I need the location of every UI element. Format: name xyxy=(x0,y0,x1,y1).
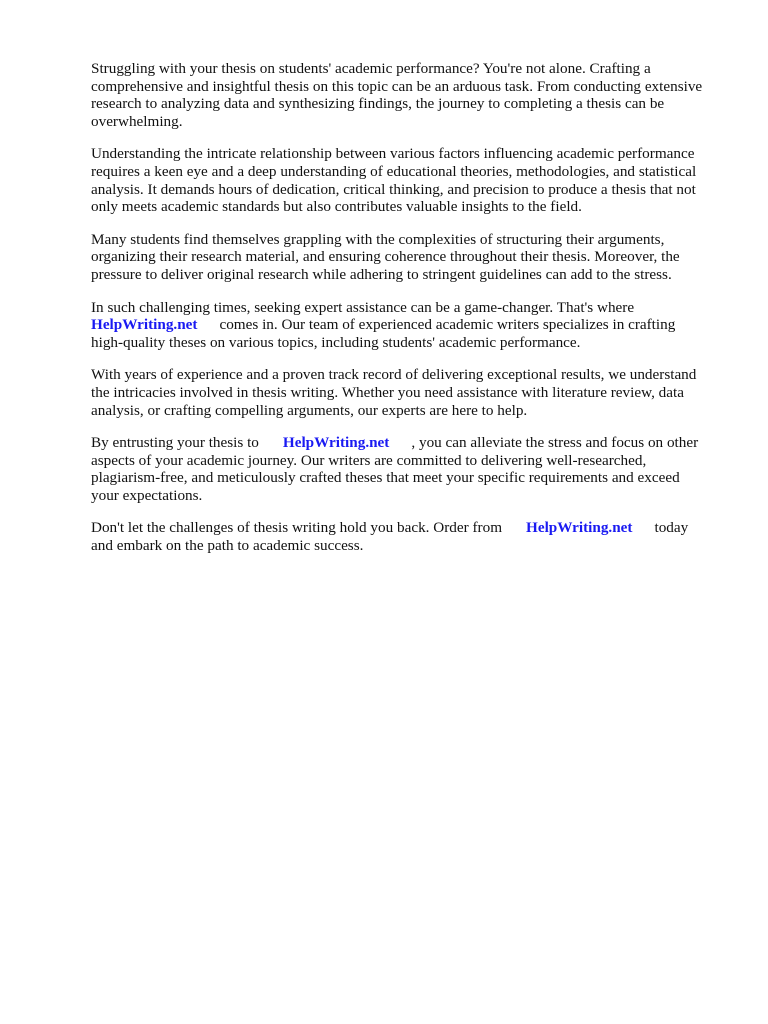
paragraph-call-to-action xyxy=(91,519,721,554)
text-line: overwhelming. xyxy=(91,112,183,130)
text-line xyxy=(91,316,721,334)
text-line: requires a keen eye and a deep understanding of educational theories, methodologies, and statistical xyxy=(91,162,697,180)
text-segment: today xyxy=(654,519,689,537)
helpwriting-link[interactable]: HelpWriting.net xyxy=(91,316,198,334)
text-segment: comes in. Our team of experienced academic writers specializes in crafting xyxy=(219,316,676,334)
paragraph-intro xyxy=(91,60,721,130)
text-line: Understanding the intricate relationship between various factors influencing academic performance xyxy=(91,145,695,163)
text-segment: , you can alleviate the stress and focus on other xyxy=(411,434,699,452)
text-line: and embark on the path to academic success. xyxy=(91,537,364,555)
text-line: Many students find themselves grappling with the complexities of structuring their arguments, xyxy=(91,230,665,248)
text-line xyxy=(91,434,721,452)
paragraph-experience xyxy=(91,366,721,419)
text-line: pressure to deliver original research while adhering to stringent guidelines can add to the stress. xyxy=(91,265,672,283)
text-line: comprehensive and insightful thesis on this topic can be an arduous task. From conducting extensive xyxy=(91,77,703,95)
text-line: Struggling with your thesis on students' academic performance? You're not alone. Crafting a xyxy=(91,60,651,77)
text-line: the intricacies involved in thesis writing. Whether you need assistance with literature review, data xyxy=(91,383,684,401)
text-line: only meets academic standards but also contributes valuable insights to the field. xyxy=(91,198,582,216)
text-line: aspects of your academic journey. Our writers are committed to delivering well-researched, xyxy=(91,451,647,469)
helpwriting-link[interactable]: HelpWriting.net xyxy=(282,434,390,452)
text-line: plagiarism-free, and meticulously crafted theses that meet your specific requirements and exceed xyxy=(91,469,680,487)
helpwriting-link[interactable]: HelpWriting.net xyxy=(526,519,633,537)
text-line: analysis, or crafting compelling arguments, our experts are here to help. xyxy=(91,401,528,419)
text-line: research to analyzing data and synthesizing findings, the journey to completing a thesis can be xyxy=(91,95,665,113)
text-line: With years of experience and a proven track record of delivering exceptional results, we understand xyxy=(91,366,697,384)
paragraph-understanding xyxy=(91,145,721,215)
text-line: your expectations. xyxy=(91,486,203,504)
text-line: In such challenging times, seeking expert assistance can be a game-changer. That's where xyxy=(91,298,635,316)
text-segment: Don't let the challenges of thesis writing hold you back. Order from xyxy=(91,519,503,537)
text-segment: By entrusting your thesis to xyxy=(91,434,259,452)
paragraph-assistance xyxy=(91,299,721,352)
paragraph-entrusting xyxy=(91,434,721,504)
paragraph-students xyxy=(91,231,721,284)
text-line: high-quality theses on various topics, including students' academic performance. xyxy=(91,333,581,351)
text-line xyxy=(91,519,721,537)
text-line: analysis. It demands hours of dedication, critical thinking, and precision to produce a thesis that not xyxy=(91,180,696,198)
text-line: organizing their research material, and ensuring coherence throughout their thesis. Moreover, the xyxy=(91,248,680,266)
document-page xyxy=(91,60,721,570)
